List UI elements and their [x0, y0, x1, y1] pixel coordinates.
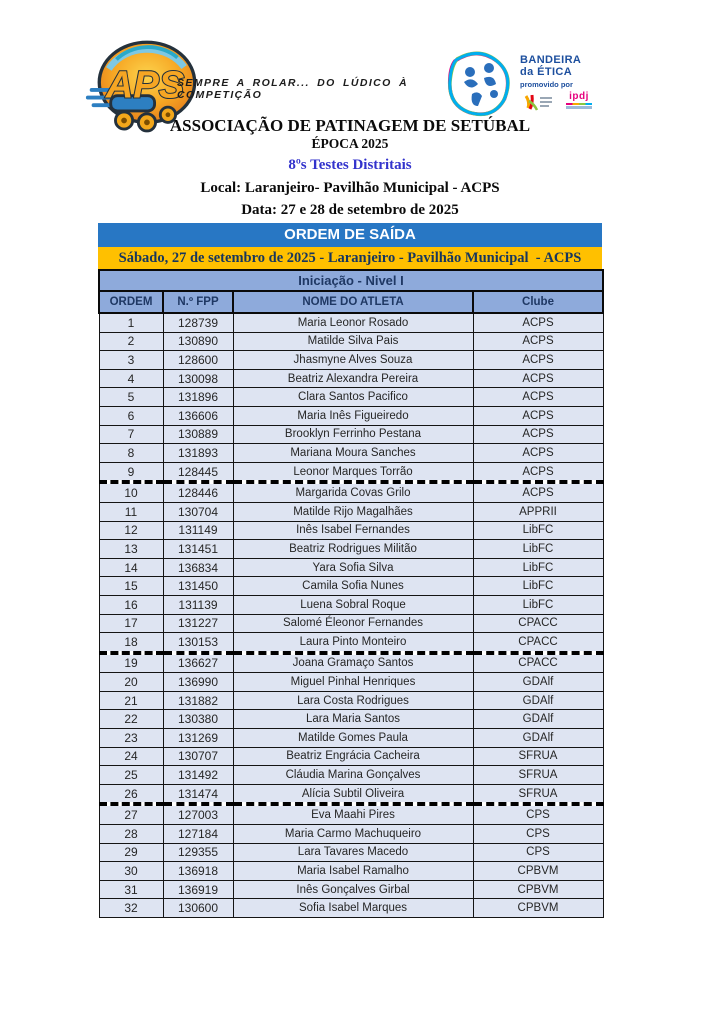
- club-cell: LibFC: [473, 521, 603, 540]
- fpp-cell: 131896: [163, 388, 233, 407]
- fpp-cell: 131450: [163, 577, 233, 596]
- athlete-name-cell: Matilde Gomes Paula: [233, 729, 473, 748]
- club-cell: GDAlf: [473, 729, 603, 748]
- club-cell: CPACC: [473, 633, 603, 653]
- club-cell: SFRUA: [473, 747, 603, 766]
- bandeira-etica-text: [520, 50, 592, 122]
- athlete-name-cell: Joana Gramaço Santos: [233, 653, 473, 673]
- athlete-name-cell: Beatriz Alexandra Pereira: [233, 369, 473, 388]
- table-row: [99, 843, 603, 862]
- fpp-cell: 136918: [163, 862, 233, 881]
- start-order-banner: ORDEM DE SAÍDA: [98, 223, 602, 247]
- order-cell: 4: [99, 369, 163, 388]
- order-cell: 7: [99, 425, 163, 444]
- fpp-cell: 128600: [163, 351, 233, 370]
- club-cell: LibFC: [473, 595, 603, 614]
- table-row: [99, 502, 603, 521]
- table-row: [99, 784, 603, 804]
- table-row: [99, 462, 603, 482]
- order-cell: 23: [99, 729, 163, 748]
- table-row: [99, 425, 603, 444]
- ipdj-subline: [566, 106, 592, 109]
- order-cell: 21: [99, 691, 163, 710]
- ipdj-label: ipdj: [569, 91, 589, 102]
- session-banner: Sábado, 27 de setembro de 2025 - Laranjeiro - Pavilhão Municipal - ACPS: [98, 247, 602, 269]
- order-cell: 18: [99, 633, 163, 653]
- fpp-cell: 131492: [163, 766, 233, 785]
- athlete-name-cell: Matilde Rijo Magalhães: [233, 502, 473, 521]
- fpp-cell: 136627: [163, 653, 233, 673]
- start-order-table: [98, 269, 604, 918]
- athlete-name-cell: Jhasmyne Alves Souza: [233, 351, 473, 370]
- date-line: Data: 27 e 28 de setembro de 2025: [241, 202, 459, 218]
- ipdj-logo: [566, 92, 592, 109]
- athlete-name-cell: Beatriz Engrácia Cacheira: [233, 747, 473, 766]
- club-cell: ACPS: [473, 351, 603, 370]
- athlete-name-cell: Mariana Moura Sanches: [233, 444, 473, 463]
- order-cell: 1: [99, 313, 163, 332]
- order-cell: 27: [99, 804, 163, 824]
- fpp-cell: 127003: [163, 804, 233, 824]
- table-row: [99, 804, 603, 824]
- fpp-cell: 128739: [163, 313, 233, 332]
- club-cell: ACPS: [473, 313, 603, 332]
- fpp-cell: 130707: [163, 747, 233, 766]
- table-row: [99, 444, 603, 463]
- order-cell: 32: [99, 899, 163, 918]
- fpp-cell: 128446: [163, 482, 233, 502]
- table-row: [99, 351, 603, 370]
- table-row: [99, 653, 603, 673]
- order-cell: 20: [99, 673, 163, 692]
- svg-text:APS: APS: [105, 63, 185, 107]
- fpp-cell: 136606: [163, 406, 233, 425]
- order-cell: 28: [99, 825, 163, 844]
- event-title: 8ºs Testes Distritais: [288, 157, 412, 173]
- ipdj-color-bar: [566, 103, 592, 105]
- athlete-name-cell: Maria Inês Figueiredo: [233, 406, 473, 425]
- table-row: [99, 710, 603, 729]
- table-row: [99, 825, 603, 844]
- club-cell: ACPS: [473, 444, 603, 463]
- table-row: [99, 747, 603, 766]
- location-line: Local: Laranjeiro- Pavilhão Municipal - ACPS: [200, 180, 500, 196]
- athlete-name-cell: Leonor Marques Torrão: [233, 462, 473, 482]
- club-cell: GDAlf: [473, 710, 603, 729]
- table-row: [99, 595, 603, 614]
- athlete-name-cell: Brooklyn Ferrinho Pestana: [233, 425, 473, 444]
- club-cell: CPS: [473, 804, 603, 824]
- header-nome: NOME DO ATLETA: [233, 291, 473, 313]
- header-ordem: ORDEM: [99, 291, 163, 313]
- club-cell: ACPS: [473, 369, 603, 388]
- order-cell: 31: [99, 880, 163, 899]
- table-row: [99, 577, 603, 596]
- club-cell: CPBVM: [473, 880, 603, 899]
- athlete-name-cell: Matilde Silva Pais: [233, 332, 473, 351]
- order-cell: 14: [99, 558, 163, 577]
- table-row: [99, 521, 603, 540]
- fpp-cell: 129355: [163, 843, 233, 862]
- order-cell: 22: [99, 710, 163, 729]
- order-cell: 6: [99, 406, 163, 425]
- fpp-cell: 130890: [163, 332, 233, 351]
- table-row: [99, 691, 603, 710]
- athlete-name-cell: Lara Costa Rodrigues: [233, 691, 473, 710]
- order-cell: 19: [99, 653, 163, 673]
- table-row: [99, 313, 603, 332]
- ethics-line1: BANDEIRA: [520, 54, 582, 66]
- partner-logos: [520, 92, 592, 114]
- table-row: [99, 862, 603, 881]
- fpp-cell: 128445: [163, 462, 233, 482]
- club-motto: SEMPRE A ROLAR... DO LÚDICO À COMPETIÇÃO: [177, 77, 408, 101]
- table-row: [99, 673, 603, 692]
- table-row: [99, 614, 603, 633]
- order-cell: 12: [99, 521, 163, 540]
- athlete-name-cell: Lara Tavares Macedo: [233, 843, 473, 862]
- table-row: [99, 388, 603, 407]
- club-cell: CPACC: [473, 614, 603, 633]
- club-cell: CPACC: [473, 653, 603, 673]
- fpp-cell: 131227: [163, 614, 233, 633]
- table-row: [99, 406, 603, 425]
- table-row: [99, 332, 603, 351]
- order-cell: 11: [99, 502, 163, 521]
- ethics-line2: da ÉTICA: [520, 66, 573, 78]
- club-cell: ACPS: [473, 462, 603, 482]
- fpp-cell: 136990: [163, 673, 233, 692]
- table-row: [99, 766, 603, 785]
- ethics-line3: promovido por: [520, 80, 573, 89]
- athlete-name-cell: Eva Maahi Pires: [233, 804, 473, 824]
- table-row: [99, 558, 603, 577]
- athlete-name-cell: Lara Maria Santos: [233, 710, 473, 729]
- athlete-name-cell: Maria Leonor Rosado: [233, 313, 473, 332]
- order-cell: 13: [99, 540, 163, 559]
- athlete-name-cell: Maria Carmo Machuqueiro: [233, 825, 473, 844]
- order-cell: 2: [99, 332, 163, 351]
- club-cell: APPRII: [473, 502, 603, 521]
- club-cell: LibFC: [473, 558, 603, 577]
- order-cell: 25: [99, 766, 163, 785]
- level-banner: Iniciação - Nivel I: [99, 270, 603, 291]
- fpp-cell: 130600: [163, 899, 233, 918]
- athlete-name-cell: Inês Isabel Fernandes: [233, 521, 473, 540]
- athlete-name-cell: Luena Sobral Roque: [233, 595, 473, 614]
- athletes-table-body: [99, 313, 603, 918]
- fpp-cell: 136919: [163, 880, 233, 899]
- athlete-name-cell: Salomé Éleonor Fernandes: [233, 614, 473, 633]
- club-cell: GDAlf: [473, 673, 603, 692]
- fpp-cell: 130098: [163, 369, 233, 388]
- athlete-name-cell: Cláudia Marina Gonçalves: [233, 766, 473, 785]
- fpp-cell: 136834: [163, 558, 233, 577]
- table-row: [99, 540, 603, 559]
- order-cell: 3: [99, 351, 163, 370]
- pned-icon: [520, 92, 554, 114]
- club-cell: LibFC: [473, 577, 603, 596]
- table-row: [99, 880, 603, 899]
- club-cell: ACPS: [473, 482, 603, 502]
- athlete-name-cell: Camila Sofia Nunes: [233, 577, 473, 596]
- fpp-cell: 131893: [163, 444, 233, 463]
- athlete-name-cell: Miguel Pinhal Henriques: [233, 673, 473, 692]
- club-cell: CPS: [473, 825, 603, 844]
- table-row: [99, 729, 603, 748]
- club-cell: GDAlf: [473, 691, 603, 710]
- table-row: [99, 633, 603, 653]
- column-header-row: [99, 291, 603, 313]
- fpp-cell: 131269: [163, 729, 233, 748]
- club-cell: SFRUA: [473, 766, 603, 785]
- order-cell: 10: [99, 482, 163, 502]
- athlete-name-cell: Clara Santos Pacifico: [233, 388, 473, 407]
- club-cell: CPS: [473, 843, 603, 862]
- association-title: ASSOCIAÇÃO DE PATINAGEM DE SETÚBAL: [169, 116, 531, 135]
- club-cell: LibFC: [473, 540, 603, 559]
- level-row: [99, 270, 603, 291]
- order-cell: 26: [99, 784, 163, 804]
- table-row: [99, 369, 603, 388]
- club-cell: CPBVM: [473, 862, 603, 881]
- fpp-cell: 131451: [163, 540, 233, 559]
- fpp-cell: 131474: [163, 784, 233, 804]
- fpp-cell: 130153: [163, 633, 233, 653]
- athlete-name-cell: Maria Isabel Ramalho: [233, 862, 473, 881]
- fpp-cell: 130380: [163, 710, 233, 729]
- order-cell: 15: [99, 577, 163, 596]
- club-cell: ACPS: [473, 406, 603, 425]
- athlete-name-cell: Yara Sofia Silva: [233, 558, 473, 577]
- athlete-name-cell: Laura Pinto Monteiro: [233, 633, 473, 653]
- athlete-name-cell: Inês Gonçalves Girbal: [233, 880, 473, 899]
- club-cell: ACPS: [473, 388, 603, 407]
- order-cell: 8: [99, 444, 163, 463]
- order-cell: 30: [99, 862, 163, 881]
- season-title: ÉPOCA 2025: [311, 136, 389, 151]
- order-cell: 29: [99, 843, 163, 862]
- header-clube: Clube: [473, 291, 603, 313]
- club-cell: ACPS: [473, 332, 603, 351]
- order-cell: 17: [99, 614, 163, 633]
- order-cell: 5: [99, 388, 163, 407]
- fpp-cell: 130704: [163, 502, 233, 521]
- club-cell: ACPS: [473, 425, 603, 444]
- order-cell: 24: [99, 747, 163, 766]
- fpp-cell: 131139: [163, 595, 233, 614]
- table-row: [99, 482, 603, 502]
- order-cell: 9: [99, 462, 163, 482]
- fpp-cell: 131149: [163, 521, 233, 540]
- bandeira-etica-logo: [442, 50, 632, 122]
- header-fpp: N.º FPP: [163, 291, 233, 313]
- club-cell: SFRUA: [473, 784, 603, 804]
- athlete-name-cell: Beatriz Rodrigues Militão: [233, 540, 473, 559]
- athlete-name-cell: Sofia Isabel Marques: [233, 899, 473, 918]
- fpp-cell: 131882: [163, 691, 233, 710]
- document-body: [98, 116, 602, 918]
- fpp-cell: 127184: [163, 825, 233, 844]
- fpp-cell: 130889: [163, 425, 233, 444]
- athlete-name-cell: Alícia Subtil Oliveira: [233, 784, 473, 804]
- athlete-name-cell: Margarida Covas Grilo: [233, 482, 473, 502]
- table-row: [99, 899, 603, 918]
- club-cell: CPBVM: [473, 899, 603, 918]
- order-cell: 16: [99, 595, 163, 614]
- bandeira-etica-icon: [442, 50, 516, 122]
